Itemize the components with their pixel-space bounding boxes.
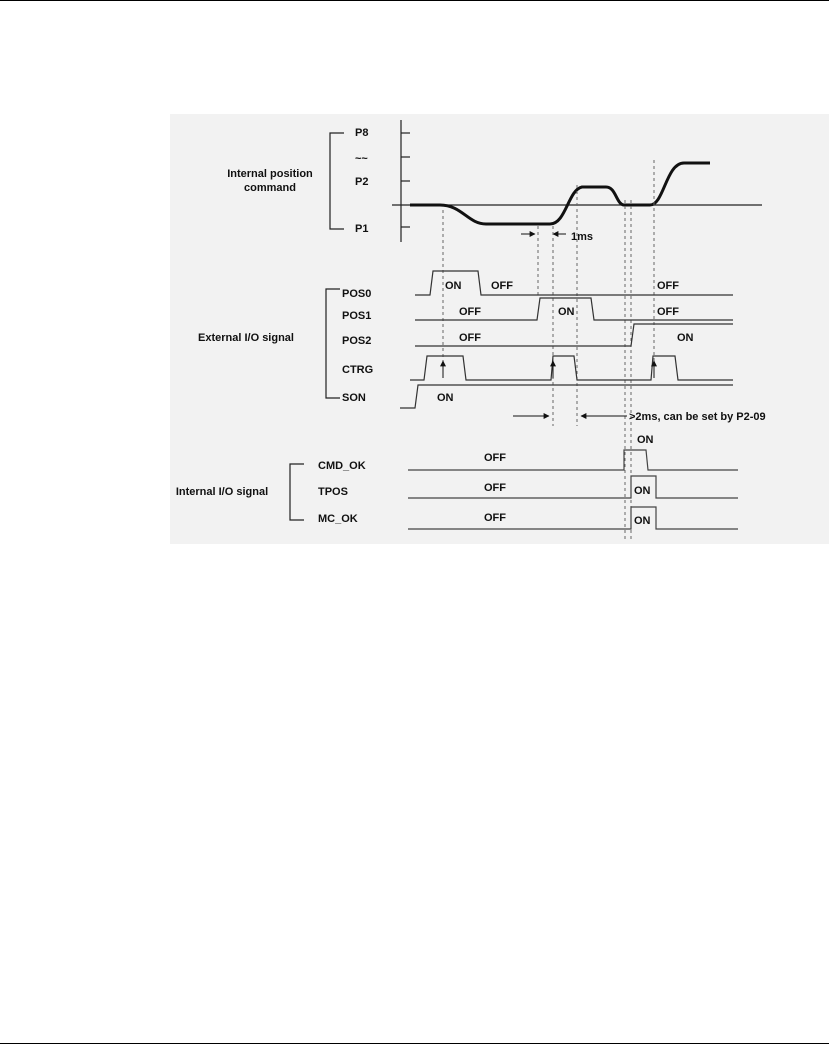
waveform-ctrg <box>410 356 733 380</box>
signal-name-pos2: POS2 <box>342 335 372 347</box>
tpos-state-after: ON <box>634 485 651 497</box>
signal-name-tpos: TPOS <box>318 486 348 498</box>
cmd-ok-state-before: OFF <box>484 452 506 464</box>
pos2-state-2: ON <box>677 332 694 344</box>
pos0-state-2: OFF <box>491 280 513 292</box>
timing-markers <box>443 160 654 540</box>
pos1-state-3: OFF <box>657 306 679 318</box>
internal-on-label: ON <box>637 434 654 446</box>
mc-ok-state-before: OFF <box>484 512 506 524</box>
level-label-p8: P8 <box>355 127 369 139</box>
level-label-p2: P2 <box>355 176 369 188</box>
signal-name-pos0: POS0 <box>342 288 372 300</box>
signal-name-mc-ok: MC_OK <box>318 513 358 525</box>
signal-name-cmd-ok: CMD_OK <box>318 460 366 472</box>
position-command-curve <box>410 163 710 224</box>
mc-ok-state-after: ON <box>634 515 651 527</box>
signal-name-son: SON <box>342 392 366 404</box>
pos1-state-1: OFF <box>459 306 481 318</box>
external-io-bracket <box>326 289 340 398</box>
internal-io-label: Internal I/O signal <box>175 486 269 498</box>
waveform-mc-ok <box>408 507 738 529</box>
position-command-bracket <box>330 133 344 229</box>
ctrg-note: >2ms, can be set by P2-09 <box>629 411 766 423</box>
pos2-state-1: OFF <box>459 332 481 344</box>
son-state-1: ON <box>437 392 454 404</box>
waveform-cmd-ok <box>408 450 738 470</box>
pos1-state-2: ON <box>558 306 575 318</box>
waveform-tpos <box>408 476 738 498</box>
timing-diagram-svg <box>170 114 829 544</box>
tpos-state-before: OFF <box>484 482 506 494</box>
top-rule <box>0 0 829 1</box>
level-label-p1: P1 <box>355 223 369 235</box>
timing-diagram <box>170 114 829 544</box>
internal-io-bracket <box>290 464 304 520</box>
signal-name-ctrg: CTRG <box>342 364 374 376</box>
pos0-state-1: ON <box>445 280 462 292</box>
delay-label: 1ms <box>571 231 594 243</box>
external-io-label: External I/O signal <box>198 332 294 344</box>
waveform-pos0 <box>415 271 733 295</box>
signal-name-pos1: POS1 <box>342 310 372 322</box>
level-label-tilde: ~~ <box>355 153 368 165</box>
position-command-title-2: command <box>244 182 296 194</box>
pos0-state-3: OFF <box>657 280 679 292</box>
position-command-title-1: Internal position <box>227 168 313 180</box>
